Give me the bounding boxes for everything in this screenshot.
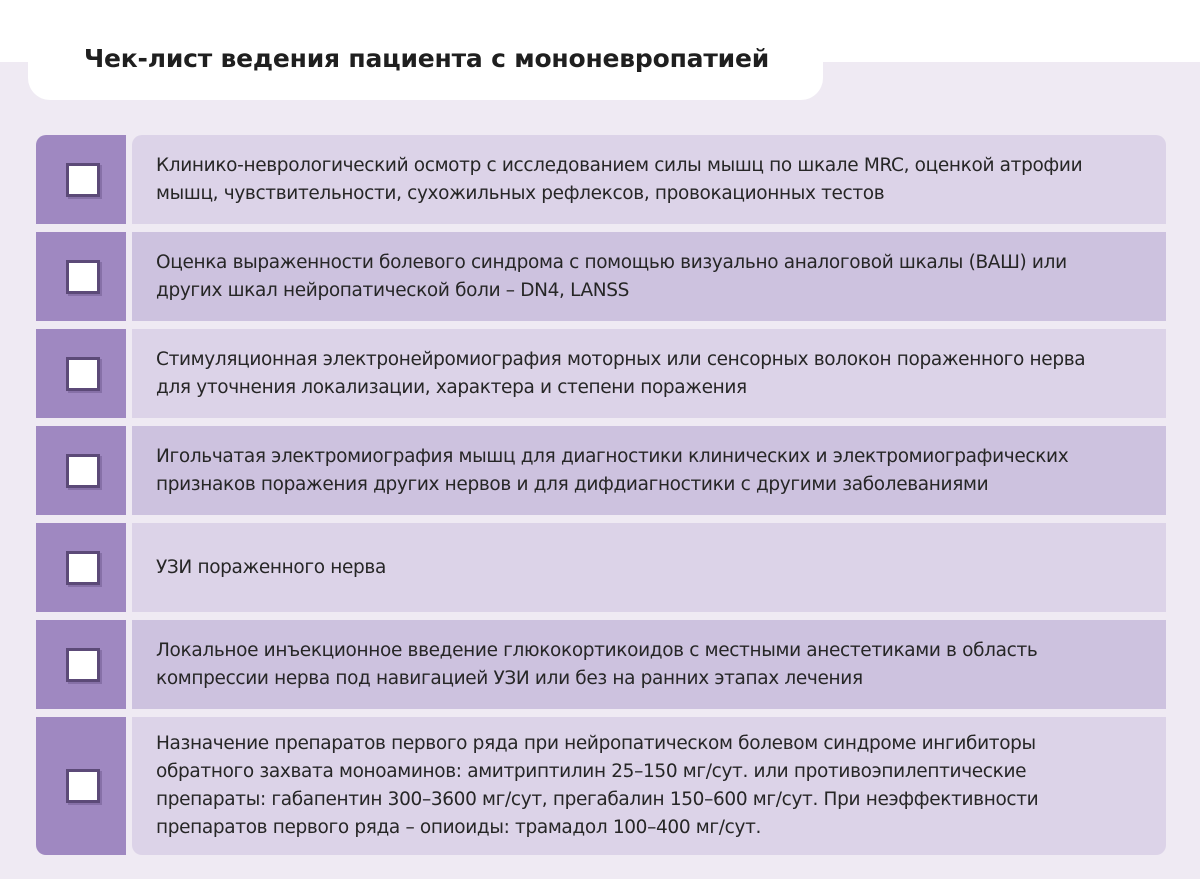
item-text: Стимуляционная электронейромиография моторных или сенсорных волокон пораженного нерва для уточнения локализации, характера и степени поражения — [156, 348, 1086, 398]
item-text-cell — [132, 232, 1166, 321]
item-text-cell — [132, 717, 1166, 855]
checkbox[interactable] — [66, 648, 100, 682]
item-text-cell — [132, 523, 1166, 612]
checklist-item-4 — [36, 426, 1166, 515]
item-text: Клинико-неврологический осмотр с исследованием силы мышц по шкале MRC, оценкой атрофии мышц, чувствительности, сухожильных рефлексов, провокационных тестов — [156, 154, 1083, 204]
checklist-item-6 — [36, 620, 1166, 709]
item-text: УЗИ пораженного нерва — [156, 556, 386, 578]
item-text-cell — [132, 329, 1166, 418]
checkbox-cell — [36, 135, 126, 224]
checkbox-cell — [36, 232, 126, 321]
item-text: Оценка выраженности болевого синдрома с помощью визуально аналоговой шкалы (ВАШ) или других шкал нейропатической боли – DN4, LANSS — [156, 251, 1067, 301]
item-text: Локальное инъекционное введение глюкокортикоидов с местными анестетиками в область компрессии нерва под навигацией УЗИ или без на ранних этапах лечения — [156, 639, 1038, 689]
item-text-cell — [132, 620, 1166, 709]
checklist-item-7 — [36, 717, 1166, 855]
checkbox[interactable] — [66, 260, 100, 294]
checkbox-cell — [36, 523, 126, 612]
item-text: Назначение препаратов первого ряда при нейропатическом болевом синдроме ингибиторы обратного захвата моноаминов: амитриптилин 25–150 мг/сут. или противоэпилептические препараты: габапентин 300–3600 мг/сут, прегабалин 150–600 мг/сут. При неэффективности препаратов первого ряда – опиоиды: трамадол 100–400 мг/сут. — [156, 733, 1039, 838]
checklist — [36, 135, 1166, 863]
checkbox[interactable] — [66, 769, 100, 803]
item-text-cell — [132, 426, 1166, 515]
item-text-cell — [132, 135, 1166, 224]
checkbox-cell — [36, 329, 126, 418]
checklist-item-2 — [36, 232, 1166, 321]
checklist-item-1 — [36, 135, 1166, 224]
checkbox-cell — [36, 426, 126, 515]
page-title: Чек-лист ведения пациента с мононевропатией — [84, 44, 770, 73]
checklist-item-3 — [36, 329, 1166, 418]
checkbox[interactable] — [66, 551, 100, 585]
checklist-item-5 — [36, 523, 1166, 612]
checkbox[interactable] — [66, 357, 100, 391]
checkbox-cell — [36, 620, 126, 709]
checkbox[interactable] — [66, 454, 100, 488]
item-text: Игольчатая электромиография мышц для диагностики клинических и электромиографических признаков поражения других нервов и для дифдиагностики с другими заболеваниями — [156, 445, 1069, 495]
checkbox-cell — [36, 717, 126, 855]
checkbox[interactable] — [66, 163, 100, 197]
